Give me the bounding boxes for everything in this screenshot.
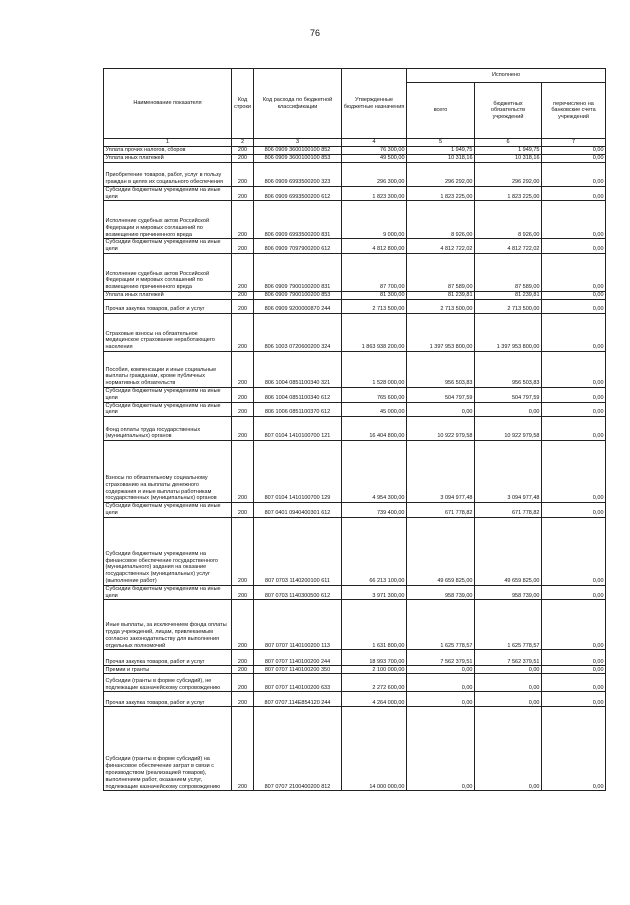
- row-line-code: 200: [232, 201, 254, 239]
- row-executed-transferred: 0,00: [542, 239, 606, 254]
- table-body: [104, 147, 606, 791]
- row-line-code: 200: [232, 402, 254, 417]
- header-budget-code: Код расхода по бюджетной классификации: [254, 69, 342, 139]
- row-name: Иные выплаты, за исключением фонда оплаты труда учреждений, лицам, привлекаемым согласно законодательству для выполнения отдельных полномочий: [104, 600, 232, 650]
- row-budget-code: 806 0909 6993500200 323: [254, 162, 342, 186]
- row-name: Взносы по обязательному социальному страхованию на выплаты денежного содержания и иные выплаты работникам государственных (муниципальных) органов: [104, 441, 232, 503]
- row-executed-transferred: 0,00: [542, 600, 606, 650]
- row-executed-obligations: 2 713 500,00: [475, 299, 542, 313]
- row-executed-total: 1 397 953 800,00: [407, 313, 475, 351]
- row-budget-code: 806 0909 7097900200 612: [254, 239, 342, 254]
- row-executed-total: 958 739,00: [407, 585, 475, 600]
- table-row: [104, 291, 606, 299]
- column-number: 2: [232, 139, 254, 147]
- row-name: Субсидии бюджетным учреждениям на иные цели: [104, 402, 232, 417]
- row-executed-total: 0,00: [407, 674, 475, 692]
- row-executed-obligations: 7 562 379,51: [475, 650, 542, 666]
- row-line-code: 200: [232, 650, 254, 666]
- row-executed-total: 1 823 225,00: [407, 186, 475, 201]
- row-executed-transferred: 0,00: [542, 517, 606, 585]
- row-approved: 2 713 500,00: [342, 299, 407, 313]
- row-approved: 3 971 300,00: [342, 585, 407, 600]
- row-line-code: 200: [232, 692, 254, 707]
- row-budget-code: 806 0909 3600100100 852: [254, 147, 342, 155]
- row-name: Уплата иных платежей: [104, 154, 232, 162]
- row-approved: 87 700,00: [342, 253, 407, 291]
- header-transferred: перечислено на банковские счета учреждений: [542, 83, 606, 139]
- row-name: Субсидии бюджетным учреждениям на иные цели: [104, 585, 232, 600]
- row-budget-code: 807 0104 1410100700 129: [254, 441, 342, 503]
- row-executed-total: 671 778,82: [407, 503, 475, 518]
- row-executed-transferred: 0,00: [542, 186, 606, 201]
- row-line-code: 200: [232, 441, 254, 503]
- row-line-code: 200: [232, 147, 254, 155]
- row-executed-transferred: 0,00: [542, 147, 606, 155]
- row-budget-code: 807 0703 1140200100 611: [254, 517, 342, 585]
- table-row: [104, 417, 606, 441]
- table-row: [104, 600, 606, 650]
- column-number: 7: [542, 139, 606, 147]
- column-number: 3: [254, 139, 342, 147]
- row-executed-obligations: 1 949,75: [475, 147, 542, 155]
- row-approved: 16 404 800,00: [342, 417, 407, 441]
- row-budget-code: 806 0909 7900100200 853: [254, 291, 342, 299]
- row-executed-total: 1 949,75: [407, 147, 475, 155]
- row-name: Субсидии бюджетным учреждениям на иные цели: [104, 239, 232, 254]
- row-name: Уплата прочих налогов, сборов: [104, 147, 232, 155]
- row-approved: 81 300,00: [342, 291, 407, 299]
- row-executed-total: 49 659 825,00: [407, 517, 475, 585]
- table-row: [104, 299, 606, 313]
- row-executed-obligations: 1 625 778,57: [475, 600, 542, 650]
- row-approved: 1 631 800,00: [342, 600, 407, 650]
- table-row: [104, 147, 606, 155]
- row-executed-transferred: 0,00: [542, 313, 606, 351]
- row-executed-transferred: 0,00: [542, 201, 606, 239]
- row-executed-obligations: 49 659 825,00: [475, 517, 542, 585]
- table-row: [104, 650, 606, 666]
- row-executed-transferred: 0,00: [542, 387, 606, 402]
- row-line-code: 200: [232, 162, 254, 186]
- table-row: [104, 201, 606, 239]
- row-line-code: 200: [232, 299, 254, 313]
- row-approved: 49 500,00: [342, 154, 407, 162]
- row-approved: 14 000 000,00: [342, 707, 407, 791]
- column-number: 6: [475, 139, 542, 147]
- table-row: [104, 186, 606, 201]
- row-executed-transferred: 0,00: [542, 692, 606, 707]
- row-approved: 9 000,00: [342, 201, 407, 239]
- row-executed-transferred: 0,00: [542, 154, 606, 162]
- row-name: Исполнение судебных актов Российской Федерации и мировых соглашений по возмещению причиненного вреда: [104, 253, 232, 291]
- row-line-code: 200: [232, 291, 254, 299]
- row-line-code: 200: [232, 600, 254, 650]
- row-name: Фонд оплаты труда государственных (муниципальных) органов: [104, 417, 232, 441]
- row-executed-transferred: 0,00: [542, 299, 606, 313]
- column-number: 4: [342, 139, 407, 147]
- header-line-code: Код строки: [232, 69, 254, 139]
- row-executed-obligations: 10 318,16: [475, 154, 542, 162]
- row-executed-total: 3 094 977,48: [407, 441, 475, 503]
- row-name: Субсидии бюджетным учреждениям на иные цели: [104, 186, 232, 201]
- row-budget-code: 806 0909 3600100100 853: [254, 154, 342, 162]
- row-executed-obligations: 4 812 722,02: [475, 239, 542, 254]
- table-row: [104, 387, 606, 402]
- row-executed-transferred: 0,00: [542, 503, 606, 518]
- row-executed-obligations: 81 239,81: [475, 291, 542, 299]
- table-row: [104, 313, 606, 351]
- table-row: [104, 692, 606, 707]
- row-executed-total: 10 318,16: [407, 154, 475, 162]
- column-number: 1: [104, 139, 232, 147]
- row-executed-obligations: 504 797,59: [475, 387, 542, 402]
- row-executed-transferred: 0,00: [542, 162, 606, 186]
- row-approved: 765 600,00: [342, 387, 407, 402]
- row-line-code: 200: [232, 239, 254, 254]
- row-executed-obligations: 3 094 977,48: [475, 441, 542, 503]
- budget-execution-table: [103, 68, 606, 791]
- header-budget-obligations: бюджетных обязательств учреждений: [475, 83, 542, 139]
- row-line-code: 200: [232, 417, 254, 441]
- row-line-code: 200: [232, 186, 254, 201]
- row-approved: 4 812 800,00: [342, 239, 407, 254]
- row-approved: 45 000,00: [342, 402, 407, 417]
- header-approved: Утвержденные бюджетные назначения: [342, 69, 407, 139]
- row-executed-obligations: 1 823 225,00: [475, 186, 542, 201]
- table-row: [104, 666, 606, 674]
- page-number: 76: [309, 28, 320, 38]
- row-line-code: 200: [232, 666, 254, 674]
- row-line-code: 200: [232, 387, 254, 402]
- row-budget-code: 806 0909 9200000870 244: [254, 299, 342, 313]
- row-executed-obligations: 0,00: [475, 674, 542, 692]
- table-row: [104, 441, 606, 503]
- row-budget-code: 806 1004 0851100340 612: [254, 387, 342, 402]
- row-executed-transferred: 0,00: [542, 674, 606, 692]
- row-line-code: 200: [232, 154, 254, 162]
- table-row: [104, 162, 606, 186]
- row-budget-code: 806 0909 6993500200 831: [254, 201, 342, 239]
- row-name: Субсидии бюджетным учреждениям на иные цели: [104, 387, 232, 402]
- row-executed-transferred: 0,00: [542, 666, 606, 674]
- row-executed-transferred: 0,00: [542, 417, 606, 441]
- row-executed-transferred: 0,00: [542, 253, 606, 291]
- row-approved: 18 993 700,00: [342, 650, 407, 666]
- row-executed-obligations: 956 503,83: [475, 351, 542, 387]
- row-line-code: 200: [232, 585, 254, 600]
- row-name: Субсидии (гранты в форме субсидий) на финансовое обеспечение затрат в связи с производством (реализацией товаров), выполнением работ, оказанием услуг, подлежащие казначейскому сопровождению: [104, 707, 232, 791]
- row-approved: 1 823 300,00: [342, 186, 407, 201]
- row-executed-transferred: 0,00: [542, 650, 606, 666]
- table-row: [104, 503, 606, 518]
- row-executed-obligations: 0,00: [475, 402, 542, 417]
- row-budget-code: 807 0707 1140100200 244: [254, 650, 342, 666]
- row-budget-code: 807 0707 2100400200 812: [254, 707, 342, 791]
- row-line-code: 200: [232, 313, 254, 351]
- row-executed-transferred: 0,00: [542, 585, 606, 600]
- row-executed-obligations: 958 739,00: [475, 585, 542, 600]
- table-row: [104, 402, 606, 417]
- row-name: Прочая закупка товаров, работ и услуг: [104, 299, 232, 313]
- row-executed-total: 1 625 778,57: [407, 600, 475, 650]
- row-budget-code: 806 1004 0851100340 321: [254, 351, 342, 387]
- row-executed-obligations: 0,00: [475, 666, 542, 674]
- row-name: Страховые взносы на обязательное медицинское страхование неработающего населения: [104, 313, 232, 351]
- row-executed-obligations: 1 397 953 800,00: [475, 313, 542, 351]
- row-name: Приобретение товаров, работ, услуг в пользу граждан в целях их социального обеспечения: [104, 162, 232, 186]
- row-line-code: 200: [232, 351, 254, 387]
- row-executed-total: 81 239,81: [407, 291, 475, 299]
- row-approved: 66 213 100,00: [342, 517, 407, 585]
- row-executed-obligations: 296 292,00: [475, 162, 542, 186]
- row-executed-total: 7 562 379,51: [407, 650, 475, 666]
- row-executed-total: 296 292,00: [407, 162, 475, 186]
- table-row: [104, 707, 606, 791]
- row-approved: 2 100 000,00: [342, 666, 407, 674]
- row-budget-code: 806 1006 0851100370 612: [254, 402, 342, 417]
- table-row: [104, 351, 606, 387]
- table-row: [104, 674, 606, 692]
- row-executed-total: 2 713 500,00: [407, 299, 475, 313]
- row-budget-code: 806 1003 0720600200 324: [254, 313, 342, 351]
- row-executed-transferred: 0,00: [542, 402, 606, 417]
- row-approved: 1 528 000,00: [342, 351, 407, 387]
- row-executed-obligations: 671 778,82: [475, 503, 542, 518]
- row-executed-obligations: 10 922 979,58: [475, 417, 542, 441]
- row-executed-total: 0,00: [407, 666, 475, 674]
- row-executed-transferred: 0,00: [542, 441, 606, 503]
- row-budget-code: 807 0401 0940400301 612: [254, 503, 342, 518]
- row-budget-code: 807 0707 1140100200 633: [254, 674, 342, 692]
- row-approved: 1 863 938 200,00: [342, 313, 407, 351]
- row-executed-total: 4 812 722,02: [407, 239, 475, 254]
- row-line-code: 200: [232, 253, 254, 291]
- row-name: Субсидии бюджетным учреждениям на иные цели: [104, 503, 232, 518]
- row-executed-total: 0,00: [407, 707, 475, 791]
- row-budget-code: 807 0707 1140100200 113: [254, 600, 342, 650]
- row-name: Прочая закупка товаров, работ и услуг: [104, 692, 232, 707]
- row-executed-obligations: 87 589,00: [475, 253, 542, 291]
- row-name: Субсидии (гранты в форме субсидий), не подлежащие казначейскому сопровождению: [104, 674, 232, 692]
- column-number: 5: [407, 139, 475, 147]
- row-name: Субсидии бюджетным учреждениям на финансовое обеспечение государственного (муниципального) задания на оказание государственных (муниципальных) услуг (выполнение работ): [104, 517, 232, 585]
- row-executed-total: 956 503,83: [407, 351, 475, 387]
- row-budget-code: 806 0909 7900100200 831: [254, 253, 342, 291]
- row-name: Исполнение судебных актов Российской Федерации и мировых соглашений по возмещению причиненного вреда: [104, 201, 232, 239]
- row-name: Премии и гранты: [104, 666, 232, 674]
- row-approved: 76 300,00: [342, 147, 407, 155]
- header-total: всего: [407, 83, 475, 139]
- row-approved: 2 272 600,00: [342, 674, 407, 692]
- table-row: [104, 253, 606, 291]
- row-executed-transferred: 0,00: [542, 291, 606, 299]
- row-executed-obligations: 0,00: [475, 692, 542, 707]
- row-executed-total: 10 922 979,58: [407, 417, 475, 441]
- header-name: Наименование показателя: [104, 69, 232, 139]
- row-line-code: 200: [232, 503, 254, 518]
- row-executed-total: 0,00: [407, 402, 475, 417]
- row-line-code: 200: [232, 674, 254, 692]
- row-executed-total: 504 797,59: [407, 387, 475, 402]
- row-approved: 296 300,00: [342, 162, 407, 186]
- row-executed-transferred: 0,00: [542, 351, 606, 387]
- row-budget-code: 806 0909 6993500200 612: [254, 186, 342, 201]
- row-name: Прочая закупка товаров, работ и услуг: [104, 650, 232, 666]
- row-approved: 739 400,00: [342, 503, 407, 518]
- row-executed-transferred: 0,00: [542, 707, 606, 791]
- row-line-code: 200: [232, 707, 254, 791]
- row-budget-code: 807 0104 1410100700 121: [254, 417, 342, 441]
- row-executed-total: 87 589,00: [407, 253, 475, 291]
- header-executed: Исполнено: [407, 69, 606, 83]
- row-approved: 4 954 300,00: [342, 441, 407, 503]
- row-budget-code: 807 0703 1140300500 612: [254, 585, 342, 600]
- row-executed-total: 0,00: [407, 692, 475, 707]
- row-executed-total: 8 926,00: [407, 201, 475, 239]
- row-executed-obligations: 8 926,00: [475, 201, 542, 239]
- table-row: [104, 154, 606, 162]
- row-name: Уплата иных платежей: [104, 291, 232, 299]
- table-row: [104, 517, 606, 585]
- row-name: Пособия, компенсации и иные социальные выплаты гражданам, кроме публичных нормативных обязательств: [104, 351, 232, 387]
- row-budget-code: 807 0707.114E854120 244: [254, 692, 342, 707]
- row-line-code: 200: [232, 517, 254, 585]
- row-approved: 4 264 000,00: [342, 692, 407, 707]
- row-budget-code: 807 0707 1140100200 350: [254, 666, 342, 674]
- table-row: [104, 239, 606, 254]
- table-row: [104, 585, 606, 600]
- row-executed-obligations: 0,00: [475, 707, 542, 791]
